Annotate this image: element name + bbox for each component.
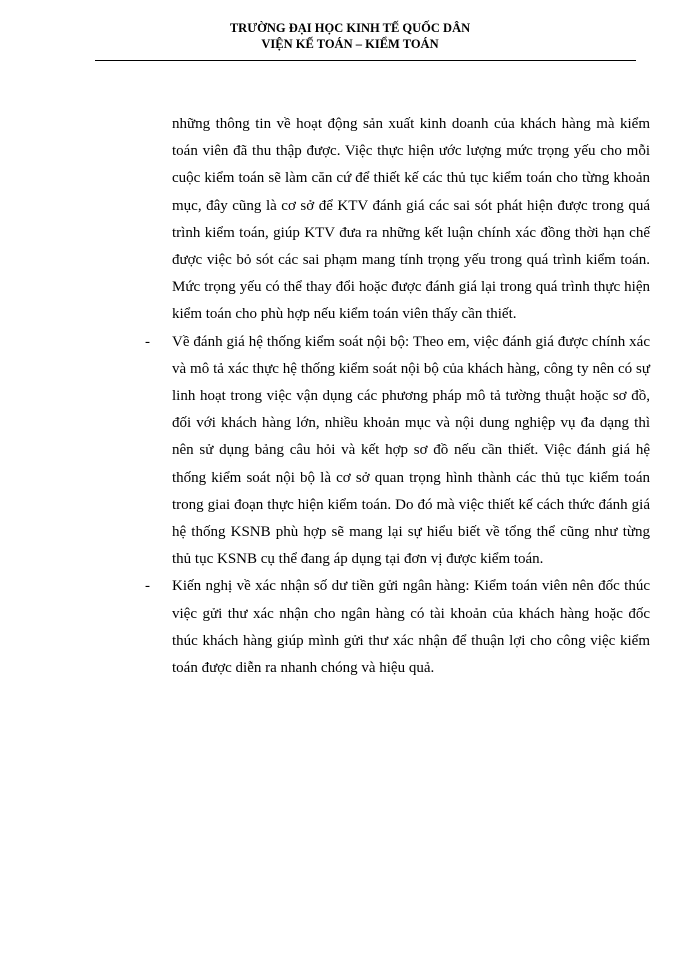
institute-name: VIỆN KẾ TOÁN – KIỂM TOÁN [261, 37, 439, 51]
bullet-dash: - [145, 578, 150, 595]
header-divider [95, 60, 636, 61]
list-item-text: Về đánh giá hệ thống kiểm soát nội bộ: Theo em, việc đánh giá được chính xác và mô tả xác thực hệ thống kiểm soát nội bộ của khách hàng, công ty nên có sự linh hoạt trong việc vận dụng các phương pháp mô tả tường thuật hoặc sơ đồ, đối với khách hàng lớn, nhiều khoản mục và nội dung nghiệp vụ đa dạng thì nên sử dụng bảng câu hỏi và kết hợp sơ đồ nếu cần thiết. Việc đánh giá hệ thống kiểm soát nội bộ là cơ sở quan trọng hình thành các thủ tục kiểm toán trong giai đoạn thực hiện kiểm toán. Do đó mà việc thiết kế cách thức đánh giá hệ thống KSNB phù hợp sẽ mang lại sự hiểu biết về tổng thể cũng như từng thủ tục KSNB cụ thể đang áp dụng tại đơn vị được kiểm toán. [172, 333, 650, 568]
list-item [145, 329, 650, 574]
intro-paragraph: những thông tin về hoạt động sản xuất kinh doanh của khách hàng mà kiểm toán viên đã thu thập được. Việc thực hiện ước lượng mức trọng yếu cho mỗi cuộc kiểm toán sẽ làm căn cứ để thiết kế các thủ tục kiểm toán cho từng khoản mục, đây cũng là cơ sở để KTV đánh giá các sai sót phát hiện được trong quá trình kiểm toán, giúp KTV đưa ra những kết luận chính xác đồng thời hạn chế được việc bỏ sót các sai phạm mang tính trọng yếu trong quá trình kiểm toán. Mức trọng yếu có thể thay đổi hoặc được đánh giá lại trong quá trình thực hiện kiểm toán cho phù hợp nếu kiểm toán viên thấy cần thiết. [172, 116, 650, 323]
list-item [145, 573, 650, 682]
list-item-text: Kiến nghị về xác nhận số dư tiền gửi ngân hàng: Kiểm toán viên nên đốc thúc việc gửi thư xác nhận cho ngân hàng có tài khoản của khách hàng hoặc đốc thúc khách hàng giúp mình gửi thư xác nhận để thuận lợi cho công việc kiểm toán được diễn ra nhanh chóng và hiệu quả. [172, 578, 650, 677]
document-body [145, 111, 650, 682]
bullet-dash: - [145, 333, 150, 350]
university-name: TRƯỜNG ĐẠI HỌC KINH TẾ QUỐC DÂN [229, 21, 471, 35]
page-header [0, 20, 700, 52]
